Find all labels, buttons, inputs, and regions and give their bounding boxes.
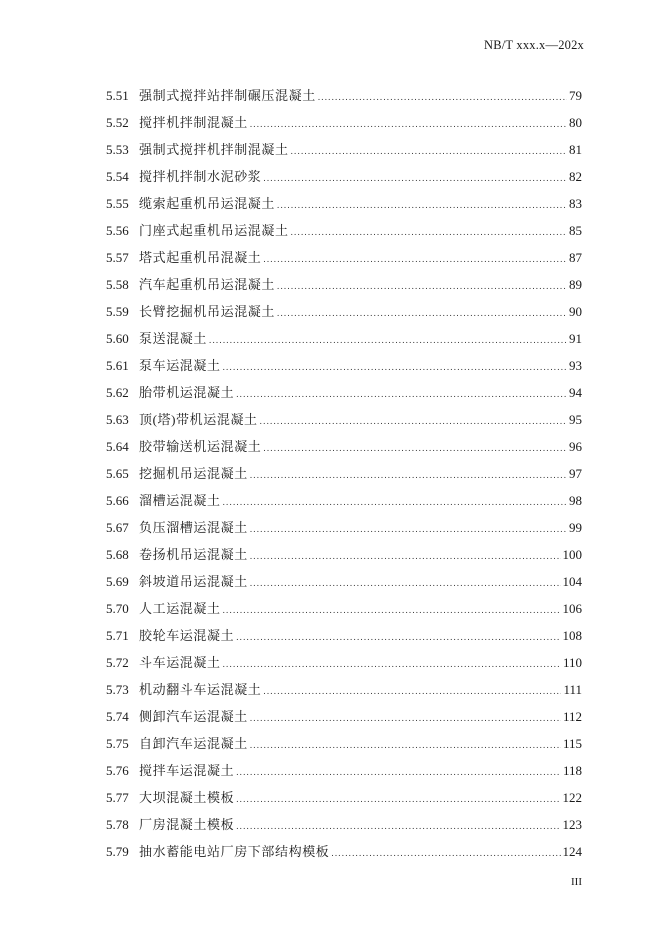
toc-entry-title: 搅拌机拌制混凝土 bbox=[139, 115, 248, 130]
toc-entry[interactable] bbox=[106, 86, 582, 113]
toc-entry-page: 96 bbox=[569, 439, 582, 454]
toc-entry-title: 强制式搅拌机拌制混凝土 bbox=[139, 142, 289, 157]
toc-leader-dots bbox=[209, 330, 567, 350]
document-code-header: NB/T xxx.x—202x bbox=[484, 38, 584, 52]
toc-leader-dots bbox=[223, 654, 561, 674]
toc-entry-title: 机动翻斗车运混凝土 bbox=[139, 682, 262, 697]
toc-entry-title: 溜槽运混凝土 bbox=[139, 493, 221, 508]
toc-entry-title: 强制式搅拌站拌制碾压混凝土 bbox=[139, 88, 316, 103]
toc-entry[interactable] bbox=[106, 113, 582, 140]
toc-entry-number: 5.52 bbox=[106, 115, 129, 130]
toc-leader-dots bbox=[260, 411, 567, 431]
toc-entry-page: 95 bbox=[569, 412, 582, 427]
toc-entry-title: 长臂挖掘机吊运混凝土 bbox=[139, 304, 276, 319]
toc-entry-page: 79 bbox=[569, 88, 582, 103]
toc-entry-title: 顶(塔)带机运混凝土 bbox=[139, 412, 258, 427]
toc-entry-number: 5.67 bbox=[106, 520, 129, 535]
toc-entry-number: 5.65 bbox=[106, 466, 129, 481]
toc-entry-page: 118 bbox=[562, 763, 582, 778]
toc-leader-dots bbox=[250, 708, 561, 728]
toc-entry[interactable] bbox=[106, 140, 582, 167]
toc-entry-number: 5.55 bbox=[106, 196, 129, 211]
page-number-footer: III bbox=[571, 876, 582, 888]
toc-leader-dots bbox=[250, 465, 567, 485]
toc-leader-dots bbox=[223, 600, 561, 620]
toc-leader-dots bbox=[318, 87, 567, 107]
toc-leader-dots bbox=[223, 357, 567, 377]
toc-entry[interactable] bbox=[106, 626, 582, 653]
toc-entry[interactable] bbox=[106, 275, 582, 302]
toc-entry-number: 5.51 bbox=[106, 88, 129, 103]
toc-entry-title: 抽水蓄能电站厂房下部结构模板 bbox=[139, 844, 330, 859]
toc-entry-number: 5.64 bbox=[106, 439, 129, 454]
toc-entry-number: 5.59 bbox=[106, 304, 129, 319]
toc-entry-page: 99 bbox=[569, 520, 582, 535]
toc-entry-number: 5.63 bbox=[106, 412, 129, 427]
toc-entry-title: 自卸汽车运混凝土 bbox=[139, 736, 248, 751]
toc-entry-title: 胶带输送机运混凝土 bbox=[139, 439, 262, 454]
toc-entry-page: 106 bbox=[562, 601, 582, 616]
toc-entry[interactable] bbox=[106, 680, 582, 707]
toc-entry-page: 115 bbox=[562, 736, 582, 751]
toc-leader-dots bbox=[291, 222, 567, 242]
toc-entry-number: 5.71 bbox=[106, 628, 129, 643]
toc-entry-number: 5.77 bbox=[106, 790, 129, 805]
toc-entry-page: 108 bbox=[562, 628, 582, 643]
toc-entry-title: 挖掘机吊运混凝土 bbox=[139, 466, 248, 481]
toc-entry[interactable] bbox=[106, 437, 582, 464]
toc-entry-page: 82 bbox=[569, 169, 582, 184]
toc-entry-number: 5.60 bbox=[106, 331, 129, 346]
toc-entry-page: 104 bbox=[562, 574, 582, 589]
toc-entry-page: 110 bbox=[562, 655, 582, 670]
toc-entry-number: 5.78 bbox=[106, 817, 129, 832]
toc-entry-title: 厂房混凝土模板 bbox=[139, 817, 235, 832]
toc-entry-number: 5.72 bbox=[106, 655, 129, 670]
toc-entry[interactable] bbox=[106, 410, 582, 437]
toc-entry-page: 98 bbox=[569, 493, 582, 508]
toc-entry[interactable] bbox=[106, 815, 582, 842]
toc-entry[interactable] bbox=[106, 383, 582, 410]
toc-entry-page: 122 bbox=[562, 790, 582, 805]
toc-entry[interactable] bbox=[106, 545, 582, 572]
toc-leader-dots bbox=[291, 141, 567, 161]
toc-entry-page: 91 bbox=[569, 331, 582, 346]
toc-entry-title: 搅拌机拌制水泥砂浆 bbox=[139, 169, 262, 184]
toc-entry-title: 塔式起重机吊混凝土 bbox=[139, 250, 262, 265]
toc-entry-title: 斗车运混凝土 bbox=[139, 655, 221, 670]
toc-entry-title: 卷扬机吊运混凝土 bbox=[139, 547, 248, 562]
toc-leader-dots bbox=[263, 249, 567, 269]
toc-leader-dots bbox=[236, 789, 560, 809]
toc-entry[interactable] bbox=[106, 518, 582, 545]
toc-entry-number: 5.74 bbox=[106, 709, 129, 724]
toc-leader-dots bbox=[250, 573, 561, 593]
toc-entry[interactable] bbox=[106, 248, 582, 275]
toc-entry-page: 97 bbox=[569, 466, 582, 481]
toc-entry[interactable] bbox=[106, 761, 582, 788]
toc-entry-title: 泵送混凝土 bbox=[139, 331, 208, 346]
toc-entry-page: 87 bbox=[569, 250, 582, 265]
toc-entry[interactable] bbox=[106, 329, 582, 356]
toc-entry-page: 81 bbox=[569, 142, 582, 157]
toc-entry-number: 5.57 bbox=[106, 250, 129, 265]
toc-leader-dots bbox=[250, 546, 561, 566]
toc-entry[interactable] bbox=[106, 464, 582, 491]
toc-entry-title: 胶轮车运混凝土 bbox=[139, 628, 235, 643]
toc-leader-dots bbox=[250, 114, 567, 134]
toc-leader-dots bbox=[263, 168, 567, 188]
toc-entry-number: 5.58 bbox=[106, 277, 129, 292]
toc-entry[interactable] bbox=[106, 356, 582, 383]
toc-entry-page: 123 bbox=[562, 817, 582, 832]
toc-leader-dots bbox=[236, 762, 561, 782]
toc-entry-number: 5.68 bbox=[106, 547, 129, 562]
toc-entry-number: 5.79 bbox=[106, 844, 129, 859]
toc-leader-dots bbox=[277, 303, 567, 323]
toc-entry[interactable] bbox=[106, 491, 582, 518]
toc-entry-page: 94 bbox=[569, 385, 582, 400]
toc-entry[interactable] bbox=[106, 194, 582, 221]
toc-entry-number: 5.53 bbox=[106, 142, 129, 157]
toc-entry-title: 门座式起重机吊运混凝土 bbox=[139, 223, 289, 238]
toc-leader-dots bbox=[263, 438, 567, 458]
toc-entry[interactable] bbox=[106, 734, 582, 761]
toc-entry-number: 5.62 bbox=[106, 385, 129, 400]
toc-entry-number: 5.73 bbox=[106, 682, 129, 697]
toc-leader-dots bbox=[223, 492, 567, 512]
toc-entry-title: 侧卸汽车运混凝土 bbox=[139, 709, 248, 724]
toc-leader-dots bbox=[236, 384, 567, 404]
toc-entry-number: 5.70 bbox=[106, 601, 129, 616]
toc-entry-page: 83 bbox=[569, 196, 582, 211]
toc-entry-page: 90 bbox=[569, 304, 582, 319]
toc-entry-number: 5.69 bbox=[106, 574, 129, 589]
toc-entry-page: 85 bbox=[569, 223, 582, 238]
toc-entry-title: 缆索起重机吊运混凝土 bbox=[139, 196, 276, 211]
toc-entry[interactable] bbox=[106, 167, 582, 194]
toc-entry-page: 124 bbox=[562, 844, 582, 859]
toc-entry[interactable] bbox=[106, 221, 582, 248]
toc-entry-title: 泵车运混凝土 bbox=[139, 358, 221, 373]
toc-leader-dots bbox=[236, 627, 560, 647]
toc-entry-number: 5.66 bbox=[106, 493, 129, 508]
toc-entry-title: 负压溜槽运混凝土 bbox=[139, 520, 248, 535]
toc-entry[interactable] bbox=[106, 302, 582, 329]
toc-leader-dots bbox=[250, 519, 567, 539]
toc-entry-number: 5.56 bbox=[106, 223, 129, 238]
toc-entry-page: 93 bbox=[569, 358, 582, 373]
toc-entry[interactable] bbox=[106, 572, 582, 599]
toc-leader-dots bbox=[277, 195, 567, 215]
toc-entry-title: 胎带机运混凝土 bbox=[139, 385, 235, 400]
toc-leader-dots bbox=[250, 735, 561, 755]
toc-entry-page: 112 bbox=[562, 709, 582, 724]
toc-entry[interactable] bbox=[106, 842, 582, 869]
toc-leader-dots bbox=[331, 843, 560, 863]
toc-entry-number: 5.54 bbox=[106, 169, 129, 184]
toc-entry[interactable] bbox=[106, 653, 582, 680]
toc-entry-title: 大坝混凝土模板 bbox=[139, 790, 235, 805]
toc-entry-number: 5.75 bbox=[106, 736, 129, 751]
toc-leader-dots bbox=[277, 276, 567, 296]
toc-entry-number: 5.61 bbox=[106, 358, 129, 373]
toc-entry-title: 斜坡道吊运混凝土 bbox=[139, 574, 248, 589]
toc-entry[interactable] bbox=[106, 707, 582, 734]
toc-entry-number: 5.76 bbox=[106, 763, 129, 778]
toc-entry-title: 搅拌车运混凝土 bbox=[139, 763, 235, 778]
toc-entry-title: 汽车起重机吊运混凝土 bbox=[139, 277, 276, 292]
toc-entry[interactable] bbox=[106, 599, 582, 626]
toc-entry-title: 人工运混凝土 bbox=[139, 601, 221, 616]
toc-leader-dots bbox=[263, 681, 561, 701]
toc-entry-page: 100 bbox=[562, 547, 582, 562]
toc-entry-page: 89 bbox=[569, 277, 582, 292]
toc-entry-page: 111 bbox=[563, 682, 582, 697]
toc-entry[interactable] bbox=[106, 788, 582, 815]
toc-entry-page: 80 bbox=[569, 115, 582, 130]
toc-leader-dots bbox=[236, 816, 560, 836]
table-of-contents bbox=[106, 86, 582, 869]
